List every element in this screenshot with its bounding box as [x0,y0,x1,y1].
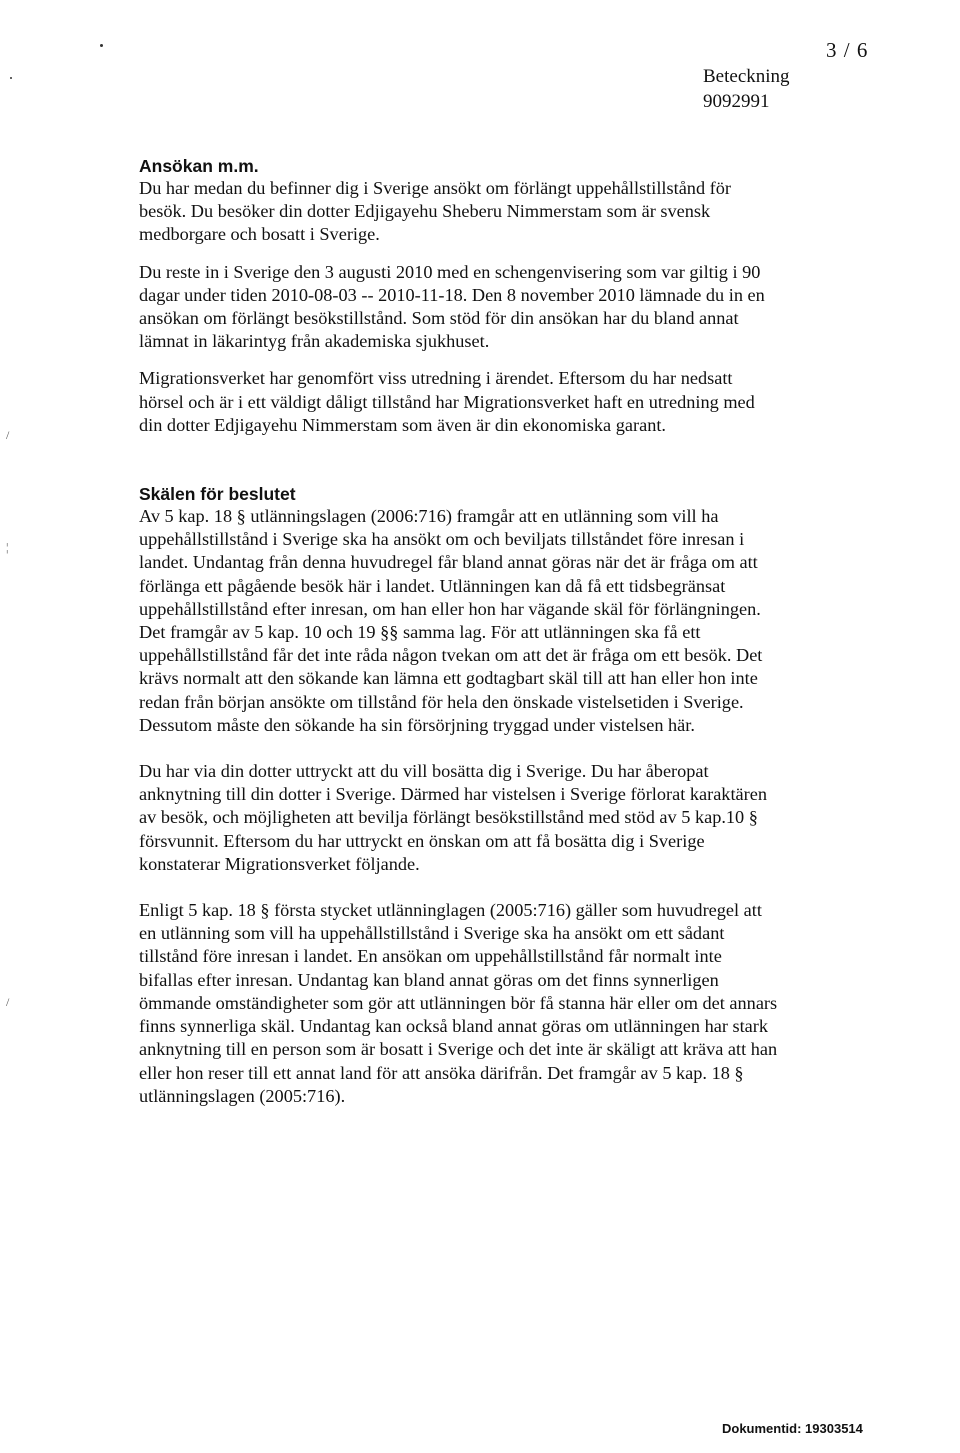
paragraph: Migrationsverket har genomfört viss utredning i ärendet. Eftersom du har nedsatt hörsel och är i ett väldigt dåligt tillstånd har Migrationsverket haft en utredning med din dotter Edjigayehu Nimmerstam som även är din ekonomiska garant. [139,368,755,435]
section-heading-reasons: Skälen för beslutet [139,484,296,505]
scan-speck [100,44,103,47]
reference-number: 9092991 [703,91,770,112]
scan-mark: ¦ [6,540,9,554]
scan-mark: / [6,995,10,1009]
page-number: 3 / 6 [826,38,869,62]
paragraph: Du reste in i Sverige den 3 augusti 2010 med en schengenvisering som var giltig i 90 dagar under tiden 2010-08-03 -- 2010-11-18. Den 8 november 2010 lämnade du in en ansökan om förlängt besökstillstånd. Som stöd för din ansökan har du bland annat lämnat in läkarintyg från akademiska sjukhuset. [139,261,765,352]
paragraph: Av 5 kap. 18 § utlänningslagen (2006:716) framgår att en utlänning som vill ha uppehållstillstånd i Sverige ska ha ansökt om och beviljats tillståndet före inresan i landet. Undantag från denna huvudregel får bland annat göras när det är fråga om att förlänga ett pågående besök här i landet. Utlänningen kan då få ett tidsbegränsat uppehållstillstånd efter inresan, om han eller hon har vägande skäl för förlängningen. Det framgår av 5 kap. 10 och 19 §§ samma lag. För att utlänningen ska få ett uppehållstillstånd får det inte råda någon tvekan om att det är fråga om ett besök. Det krävs normalt att den sökande kan lämna ett godtagbart skäl till att han eller hon inte redan från början ansökte om tillstånd för hela den önskade vistelsetiden i Sverige. Dessutom måste den sökande ha sin försörjning tryggad under vistelsen här. [139,506,763,735]
scan-mark: / [6,428,10,442]
section-heading-application: Ansökan m.m. [139,156,259,176]
reference-block [703,64,790,114]
reference-label: Beteckning [703,66,790,87]
paragraph: Enligt 5 kap. 18 § första stycket utlänninglagen (2005:716) gäller som huvudregel att en utlänning som vill ha uppehållstillstånd i Sverige ska ha ansökt om ett sådant tillstånd före inresan i landet. En ansökan om uppehållstillstånd får normalt inte bifallas efter inresan. Undantag kan bland annat göras om det finns synnerligen ömmande omständigheter som gör att utlänningen bör få stanna här eller om det annars finns synnerliga skäl. Undantag kan också bland annat göras om utlänningen har stark anknytning till en person som är bosatt i Sverige och det inte är skäligt att kräva att han eller hon reser till ett annat land för att ansöka därifrån. Det framgår av 5 kap. 18 § utlänningslagen (2005:716). [139,900,778,1106]
document-body [139,155,779,1108]
paragraph: Du har via din dotter uttryckt att du vill bosätta dig i Sverige. Du har åberopat anknytning till din dotter i Sverige. Därmed har vistelsen i Sverige förlorat karaktären av besök, och möjligheten att bevilja förlängt besökstillstånd med stöd av 5 kap.10 § försvunnit. Eftersom du har uttryckt en önskan om att få bosätta dig i Sverige konstaterar Migrationsverket följande. [139,761,767,874]
document-id: Dokumentid: 19303514 [722,1421,863,1436]
scan-speck [10,77,12,79]
paragraph: Du har medan du befinner dig i Sverige ansökt om förlängt uppehållstillstånd för besök. Du besöker din dotter Edjigayehu Sheberu Nimmerstam som är svensk medborgare och bosatt i Sverige. [139,178,731,245]
